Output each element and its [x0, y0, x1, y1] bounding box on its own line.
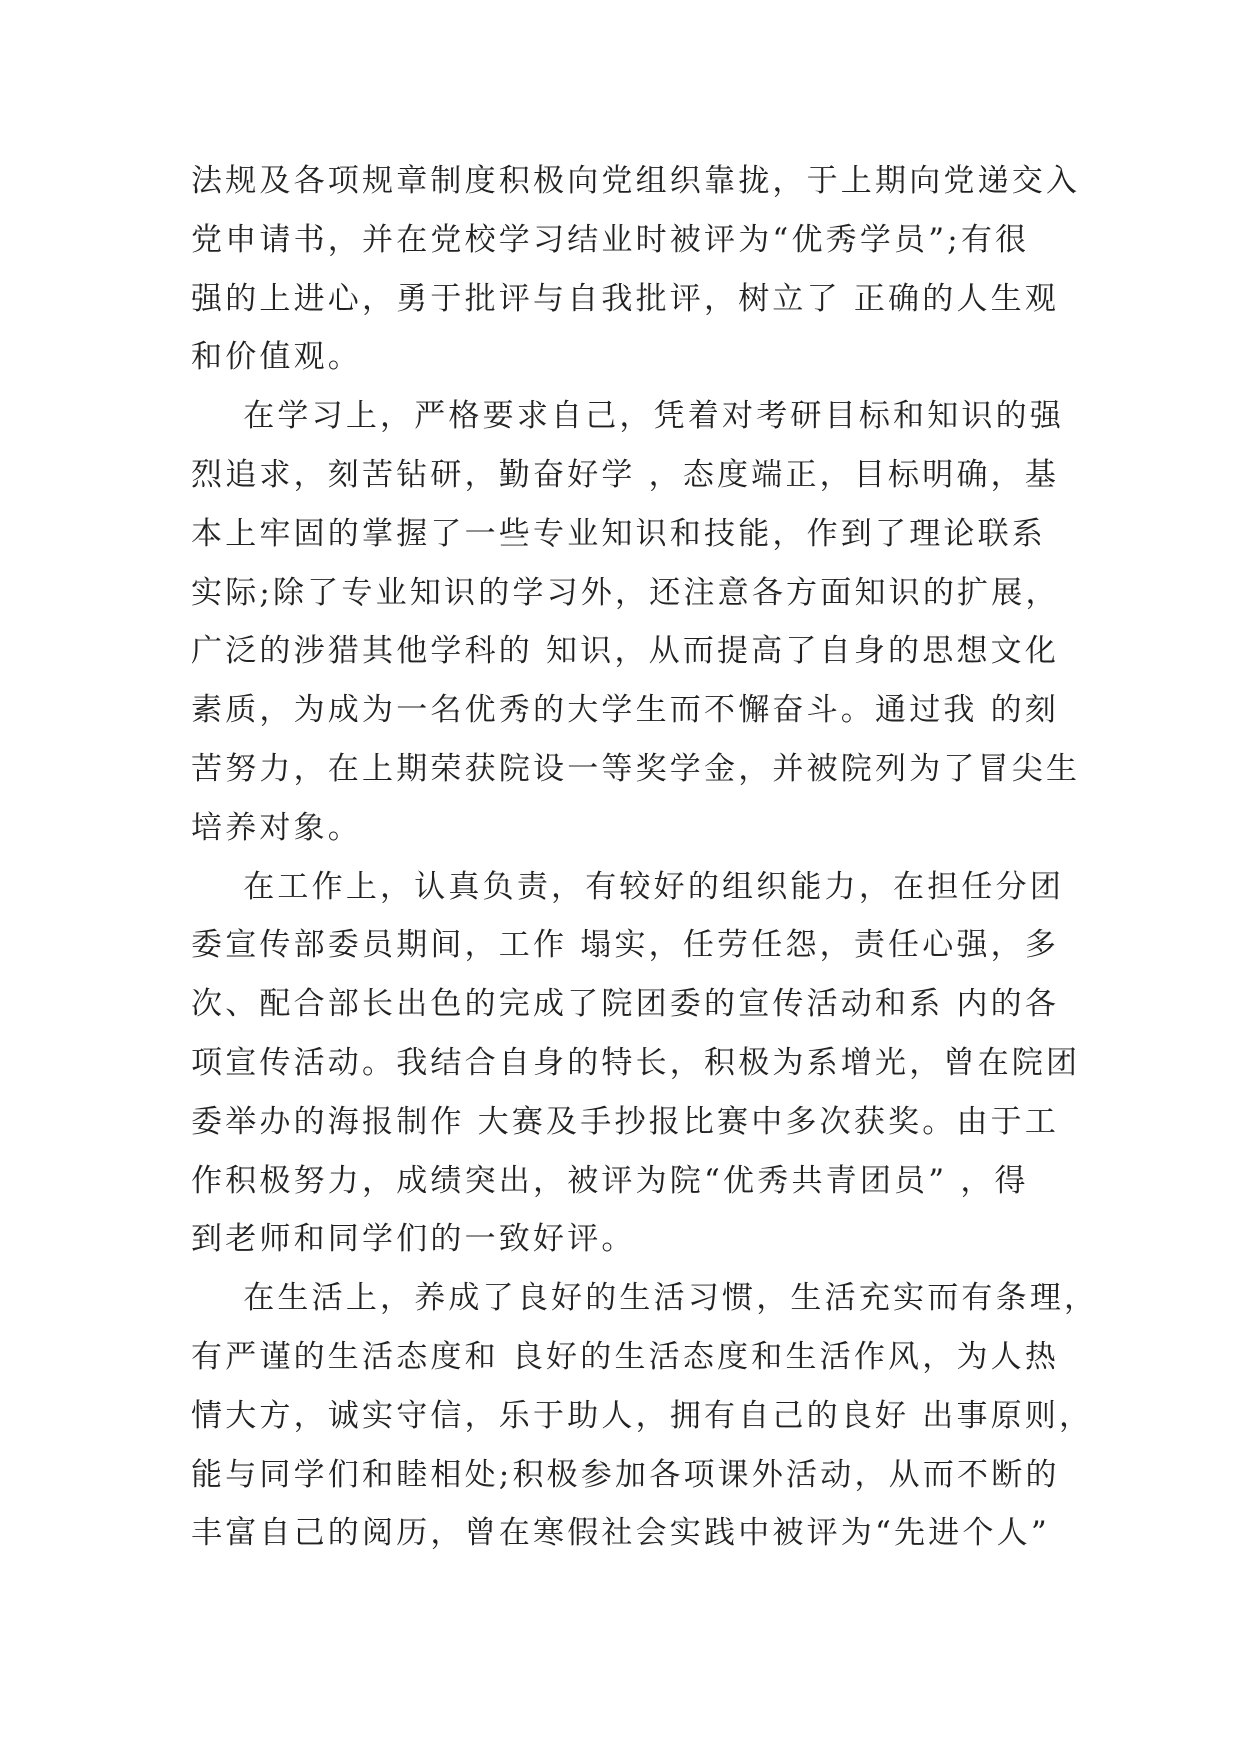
text-line: 有严谨的生活态度和 良好的生活态度和生活作风，为人热 [191, 1338, 1060, 1375]
text-line: 党申请书，并在党校学习结业时被评为“优秀学员”;有很 [191, 221, 1030, 258]
text-line: 广泛的涉猎其他学科的 知识，从而提高了自身的思想文化 [191, 633, 1060, 670]
text-line: 苦努力，在上期荣获院设一等奖学金，并被院列为了冒尖生 [191, 750, 1081, 787]
text-line: 次、配合部长出色的完成了院团委的宣传活动和系 内的各 [191, 986, 1060, 1023]
text-line: 作积极努力，成绩突出，被评为院“优秀共青团员” ，得 [191, 1162, 1029, 1199]
text-line: 培养对象。 [191, 809, 362, 846]
text-line: 素质，为成为一名优秀的大学生而不懈奋斗。通过我 的刻 [191, 692, 1060, 729]
text-line: 在学习上，严格要求自己，凭着对考研目标和知识的强 [191, 398, 1065, 435]
text-line: 在工作上，认真负责，有较好的组织能力，在担任分团 [191, 868, 1065, 905]
text-line: 情大方，诚实守信，乐于助人，拥有自己的良好 出事原则， [191, 1397, 1094, 1434]
text-line: 本上牢固的掌握了一些专业知识和技能，作到了理论联系 [191, 515, 1046, 552]
text-line: 项宣传活动。我结合自身的特长，积极为系增光，曾在院团 [191, 1044, 1081, 1081]
text-line: 到老师和同学们的一致好评。 [191, 1221, 636, 1258]
text-line: 烈追求，刻苦钻研，勤奋好学 ，态度端正，目标明确，基 [191, 456, 1060, 493]
text-line: 在生活上，养成了良好的生活习惯，生活充实而有条理， [191, 1280, 1099, 1317]
text-line: 委宣传部委员期间，工作 塌实，任劳任怨，责任心强，多 [191, 927, 1060, 964]
text-line: 能与同学们和睦相处;积极参加各项课外活动，从而不断的 [191, 1456, 1060, 1493]
text-line: 强的上进心，勇于批评与自我批评，树立了 正确的人生观 [191, 280, 1060, 317]
document-body [191, 152, 1099, 1563]
text-line: 法规及各项规章制度积极向党组织靠拢，于上期向党递交入 [191, 163, 1081, 199]
text-line: 实际;除了专业知识的学习外，还注意各方面知识的扩展， [191, 574, 1060, 611]
text-line: 丰富自己的阅历，曾在寒假社会实践中被评为“先进个人” [191, 1515, 1050, 1552]
text-line: 和价值观。 [191, 339, 362, 376]
text-line: 委举办的海报制作 大赛及手抄报比赛中多次获奖。由于工 [191, 1103, 1060, 1140]
